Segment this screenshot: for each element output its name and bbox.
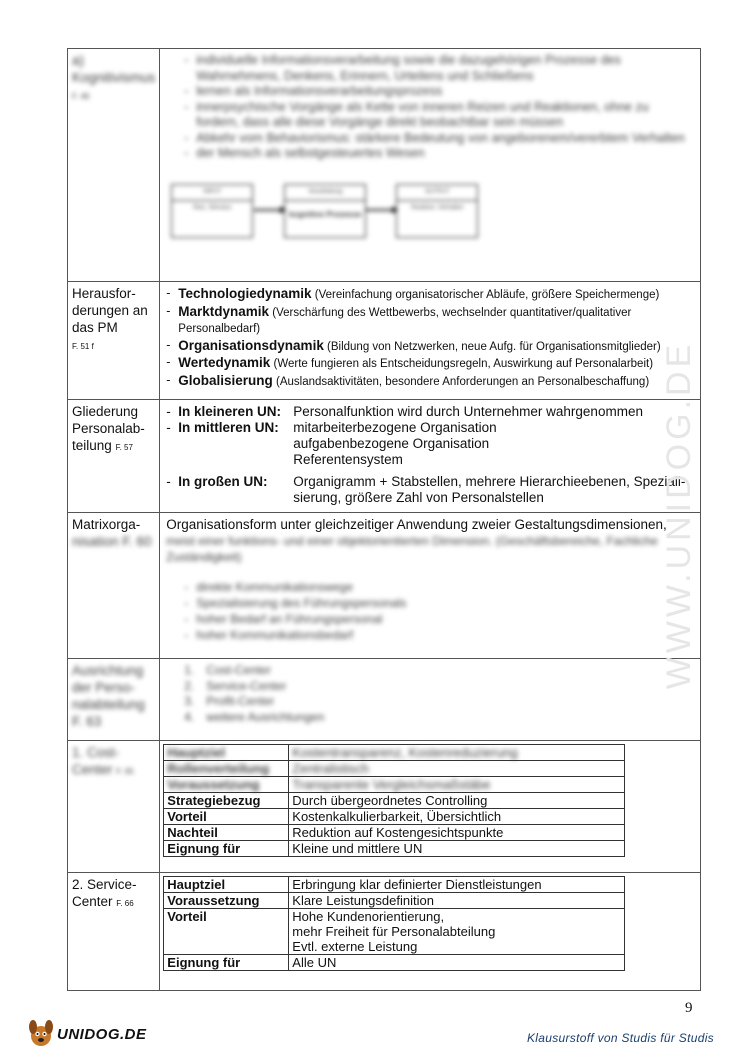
- table-key: Voraussetzung: [164, 777, 289, 793]
- bullet-line: mitarbeiterbezogene Organisation: [293, 420, 497, 435]
- row-service-center: [68, 873, 701, 991]
- row-label: Gliederung Personalab-teilung F. 57: [68, 400, 160, 513]
- bullet-term: Organisationsdynamik: [178, 337, 324, 353]
- bullet-text: [178, 286, 659, 304]
- row-content: [160, 659, 701, 741]
- table-key: Strategiebezug: [164, 793, 289, 809]
- unidog-logo: [25, 1018, 147, 1050]
- bullet-note: (Auslandsaktivitäten, besondere Anforderungen an Personalbeschaffung): [272, 375, 650, 388]
- list-number: 2.: [184, 678, 195, 693]
- table-value: Kostentransparenz, Kostenreduzierung: [289, 745, 625, 761]
- bullet-note: (Verschärfung des Wettbewerbs, wechselnder quantitativer/qualitativer Personalbedarf): [178, 306, 632, 335]
- numbered-list: [166, 663, 694, 725]
- table-value-line: Alle UN: [292, 955, 337, 970]
- table-value-line: Evtl. externe Leistung: [292, 939, 418, 954]
- table-value: Kostenkalkulierbarkeit, Übersichtlich: [289, 809, 625, 825]
- bullet-dash: -: [184, 580, 189, 594]
- table-row: [164, 777, 625, 793]
- bullet-item: [166, 474, 694, 506]
- input-box: INPUT Reiz, Stimulus: [171, 184, 253, 238]
- bullet-dash: -: [166, 286, 171, 300]
- bullet-dash: -: [166, 337, 171, 352]
- bullet-dash: -: [184, 146, 189, 160]
- bullet-dash: -: [166, 420, 171, 435]
- bullet-lines: [293, 474, 685, 506]
- row-content: [160, 873, 701, 991]
- row-cost-center: [68, 741, 701, 873]
- bullet-term: In mittleren UN:: [178, 420, 279, 435]
- bullet-item: [184, 53, 694, 84]
- table-key: Eignung für: [164, 955, 289, 971]
- bullet-item: [166, 338, 694, 356]
- row-content: Organisationsform unter gleichzeitiger Anwendung zweier Gestaltungsdimensionen, meist einer funktions- und einer objektorientierten Dimension. (Geschäftsbereiche, Fachliche Zuständigkeit) - direkte Kommunikationswege - Spezialisierung des Führungspersonals - hoher Bedarf an Führungspersonal - hoher Kommunikationsbedarf: [160, 513, 701, 659]
- bullet-term: Wertedynamik: [178, 355, 271, 370]
- table-row: [164, 877, 625, 893]
- table-value: Reduktion auf Kostengesichtspunkte: [289, 825, 625, 841]
- bullet-dash: -: [166, 372, 171, 387]
- table-row: [164, 955, 625, 971]
- bullet-item: [166, 286, 694, 304]
- bullet-dash: -: [166, 474, 171, 489]
- table-key: Nachteil: [164, 825, 289, 841]
- table-key: Hauptziel: [164, 877, 289, 893]
- diagram-arrows: [166, 176, 496, 246]
- bullet-dash: -: [184, 84, 189, 98]
- dog-icon: [25, 1018, 57, 1050]
- bullet-item: [184, 579, 694, 595]
- bullet-line: Organigramm + Stabstellen, mehrere Hierarchieebenen, Speziali-: [293, 474, 686, 489]
- bullet-dash: -: [184, 130, 189, 145]
- bullet-text: direkte Kommunikationswege: [196, 580, 354, 594]
- table-value: Zentralistisch: [289, 761, 625, 777]
- list-item: [184, 663, 694, 679]
- bullet-term: Globalisierung: [178, 372, 273, 388]
- table-row: [164, 893, 625, 909]
- row-herausforderungen: [68, 282, 701, 400]
- bullet-dash: -: [166, 303, 171, 318]
- table-key: Eignung für: [164, 841, 289, 857]
- row-content: [160, 741, 701, 873]
- row-content: [160, 282, 701, 400]
- bullet-line: Referentensystem: [293, 452, 403, 467]
- list-text: Service-Center: [206, 678, 287, 693]
- bullet-item: [184, 131, 694, 147]
- watermark: [660, 300, 720, 730]
- bullet-term: Marktdynamik: [178, 303, 270, 319]
- bullet-term: Technologiedynamik: [178, 286, 312, 301]
- table-value: [289, 893, 625, 909]
- table-key: Voraussetzung: [164, 893, 289, 909]
- bullet-text: [178, 338, 660, 356]
- table-value: Durch übergeordnetes Controlling: [289, 793, 625, 809]
- bullet-dash: -: [184, 628, 189, 642]
- table-value-line: Klare Leistungsdefinition: [292, 893, 434, 908]
- row-content: [160, 400, 701, 513]
- bullet-text: der Mensch als selbstgesteuertes Wesen: [196, 146, 425, 160]
- service-center-table: [163, 876, 625, 971]
- row-kognitivismus: [68, 49, 701, 282]
- bullet-line: aufgabenbezogene Organisation: [293, 436, 490, 451]
- table-row: [164, 841, 625, 857]
- bullet-dash: -: [184, 99, 189, 114]
- output-box: OUTPUT Reaktion, Verhalten: [396, 184, 478, 238]
- bullet-item: [184, 84, 694, 100]
- bullet-text: [178, 373, 649, 391]
- list-number: 3.: [184, 694, 195, 708]
- row-ausrichtung: [68, 659, 701, 741]
- list-text: weitere Ausrichtungen: [206, 709, 325, 724]
- table-key: Vorteil: [164, 809, 289, 825]
- row-label: Ausrichtung der Perso-nalabteilung F. 63: [68, 659, 160, 741]
- bullet-item: [166, 304, 694, 338]
- cost-center-table: [163, 744, 625, 857]
- list-number: 4.: [184, 709, 195, 724]
- bullet-text: individuelle Informationsverarbeitung sowie die dazugehörigen Prozesse des Wahrnehmens, Denkens, Erinnern, Urteilens und Schließens: [196, 53, 621, 83]
- bullet-text: lernen als Informationsverarbeitungsprozess: [196, 84, 443, 98]
- table-value-line: Hohe Kundenorientierung,: [292, 909, 445, 924]
- table-value: Kleine und mittlere UN: [289, 841, 625, 857]
- table-row: [164, 745, 625, 761]
- input-process-output-diagram: [166, 176, 694, 246]
- arrowhead: [392, 206, 398, 214]
- table-value-line: Erbringung klar definierter Dienstleistungen: [292, 877, 542, 892]
- row-matrixorganisation: [68, 513, 701, 659]
- table-value-line: mehr Freiheit für Personalabteilung: [292, 924, 496, 939]
- list-text: Profit-Center: [206, 694, 275, 708]
- table-value: Transparente Vergleichsmaßstäbe: [289, 777, 625, 793]
- bullet-note: (Bildung von Netzwerken, neue Aufg. für Organisationsmitglieder): [323, 340, 661, 353]
- bullet-list: [166, 579, 694, 643]
- bullet-text: Spezialisierung des Führungspersonals: [196, 596, 407, 610]
- bullet-note: (Vereinfachung organisatorischer Abläufe, größere Speichermenge): [311, 289, 660, 301]
- bullet-term: In großen UN:: [178, 474, 268, 489]
- bullet-list: [166, 286, 694, 390]
- bullet-dash: -: [166, 355, 171, 369]
- row-label: Matrixorga- nisation F. 60: [68, 513, 160, 659]
- table-key: Hauptziel: [164, 745, 289, 761]
- table-row: [164, 793, 625, 809]
- footer-text: Klausurstoff von Studis für Studis: [527, 1031, 714, 1045]
- table-value: [289, 877, 625, 893]
- bullet-item: [184, 146, 694, 162]
- table-row: [164, 909, 625, 955]
- bullet-text: [178, 355, 653, 373]
- arrowhead: [280, 206, 286, 214]
- table-key: Vorteil: [164, 909, 289, 955]
- bullet-item: [166, 355, 694, 373]
- bullet-dash: -: [184, 612, 189, 626]
- row-label: Herausfor-derungen an das PM F. 51 f: [68, 282, 160, 400]
- process-box: Verarbeitung kognitive Prozesse: [284, 184, 366, 238]
- bullet-list: [166, 404, 694, 506]
- svg-text:WWW.UNIDOG.DE: WWW.UNIDOG.DE: [660, 340, 698, 690]
- bullet-item: [166, 373, 694, 391]
- bullet-dash: -: [166, 404, 171, 419]
- bullet-line: Personalfunktion wird durch Unternehmer wahrgenommen: [293, 404, 643, 419]
- bullet-lines: [293, 420, 496, 468]
- list-text: Cost-Center: [206, 663, 271, 677]
- bullet-item: [184, 611, 694, 627]
- table-row: [164, 825, 625, 841]
- table-value: [289, 909, 625, 955]
- row-label: a) Kognitivismus F. 46: [68, 49, 160, 282]
- bullet-term: In kleineren UN:: [178, 404, 282, 419]
- table-value: [289, 955, 625, 971]
- bullet-dash: -: [184, 53, 189, 67]
- bullet-text: innerpsychische Vorgänge als Kette von inneren Reizen und Reaktionen, ohne zu fordern, dass alle diese Vorgänge direkt beobachtbar sein müssen: [196, 99, 649, 129]
- bullet-item: [184, 595, 694, 611]
- row-content: [160, 49, 701, 282]
- row-label: 1. Cost-Center F. 65: [68, 741, 160, 873]
- bullet-lines: [293, 404, 643, 420]
- list-number: 1.: [184, 663, 195, 677]
- row-label: 2. Service-Center F. 66: [68, 873, 160, 991]
- bullet-item: [166, 420, 694, 468]
- bullet-dash: -: [184, 596, 189, 610]
- bullet-text: Abkehr vom Behaviorismus: stärkere Bedeutung von angeborenem/vererbtem Verhalten: [196, 130, 685, 145]
- bullet-text: hoher Bedarf an Führungspersonal: [196, 612, 383, 626]
- table-row: [164, 761, 625, 777]
- page-number: 9: [685, 1000, 693, 1016]
- list-item: [184, 694, 694, 710]
- table-row: [164, 809, 625, 825]
- list-item: [184, 679, 694, 695]
- table-key: Rollenverteilung: [164, 761, 289, 777]
- bullet-text: [178, 304, 694, 338]
- bullet-item: [184, 100, 694, 131]
- bullet-list: [166, 53, 694, 162]
- list-item: [184, 710, 694, 726]
- bullet-note: (Werte fungieren als Entscheidungsregeln, Auswirkung auf Personalarbeit): [270, 358, 654, 370]
- logo-text: UNIDOG.DE: [57, 1025, 147, 1043]
- bullet-item: [184, 627, 694, 643]
- bullet-item: [166, 404, 694, 420]
- bullet-text: hoher Kommunikationsbedarf: [196, 628, 354, 642]
- row-gliederung: [68, 400, 701, 513]
- bullet-line: sierung, größere Zahl von Personalstellen: [293, 490, 544, 505]
- summary-table: [67, 48, 701, 991]
